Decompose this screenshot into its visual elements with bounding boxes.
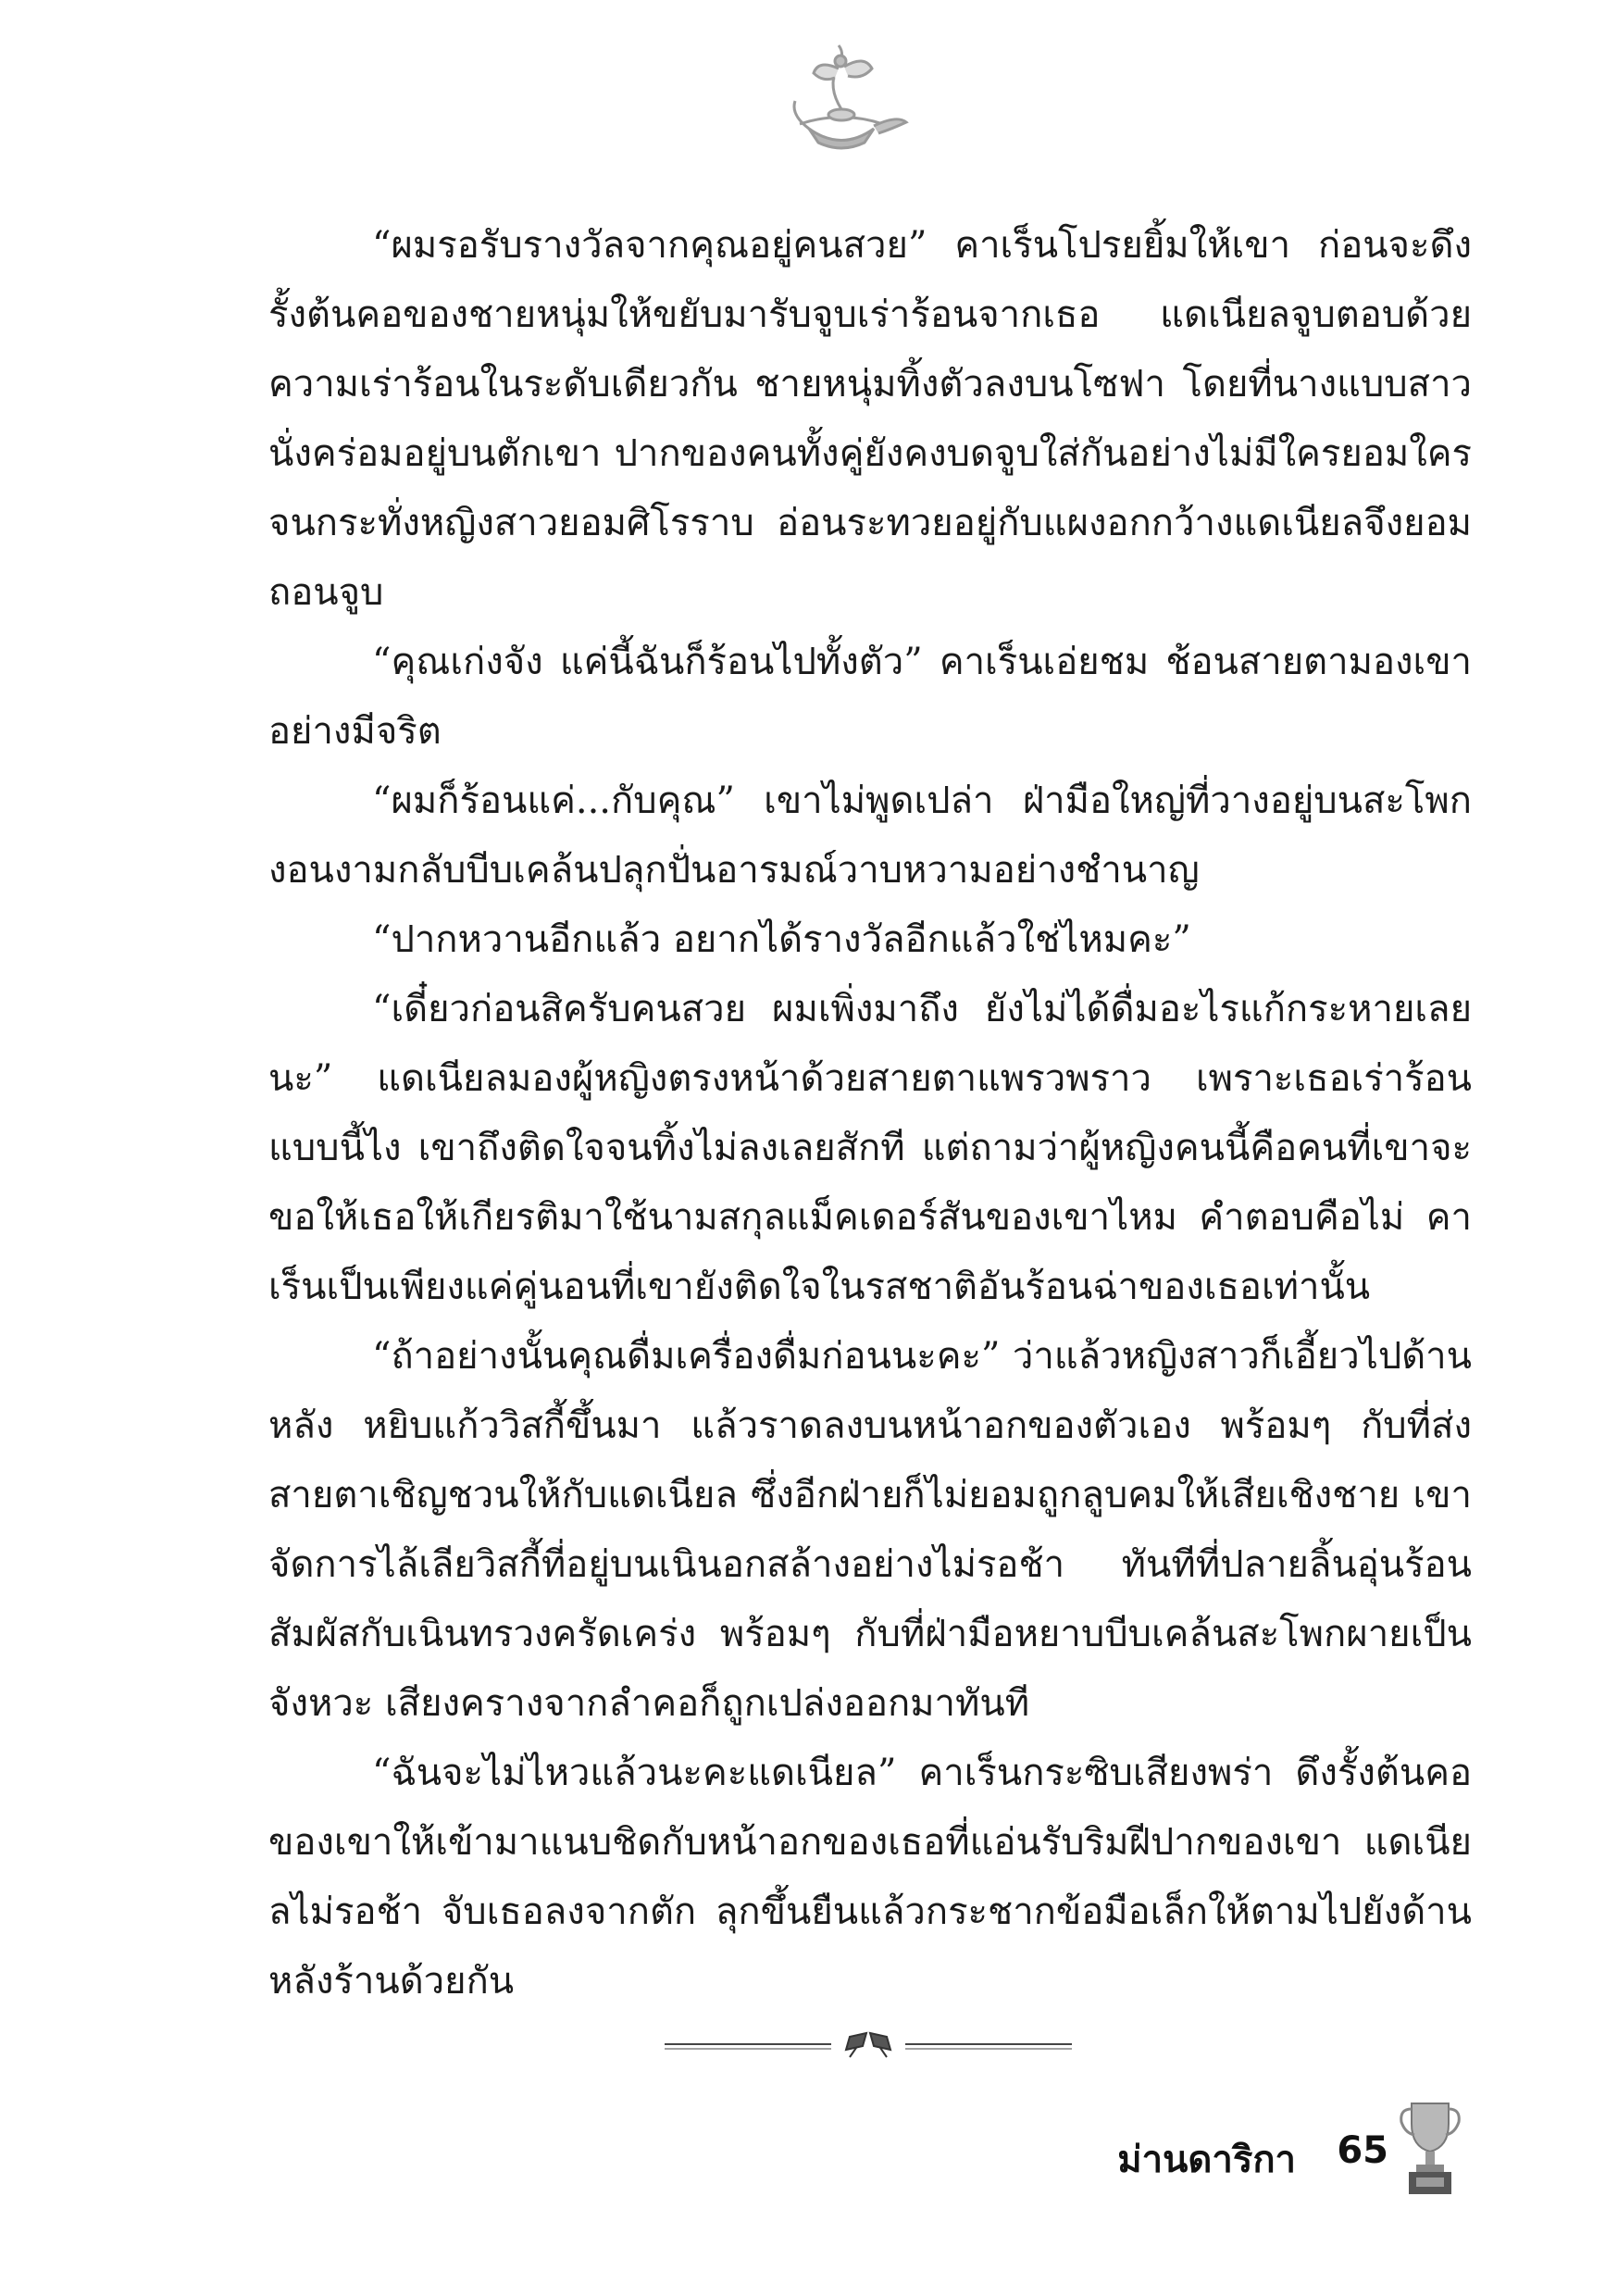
checkered-flags-icon: [665, 2026, 1072, 2063]
paragraph: “ฉันจะไม่ไหวแล้วนะคะแดเนียล” คาเร็นกระซิบเสียงพร่า ดึงรั้งต้นคอของเขาให้เข้ามาแนบชิดกับหน้าอกของเธอที่แอ่นรับริมฝีปากของเขา แดเนียลไม่รอช้า จับเธอลงจากตัก ลุกขึ้นยืนแล้วกระชากข้อมือเล็กให้ตามไปยังด้านหลังร้านด้วยกัน: [268, 1752, 1472, 2003]
paragraph: “ผมก็ร้อนแค่...กับคุณ” เขาไม่พูดเปล่า ฝ่ามือใหญ่ที่วางอยู่บนสะโพกงอนงามกลับบีบเคล้นปลุกปั่นอารมณ์วาบหวามอย่างชำนาญ: [268, 780, 1472, 892]
story-text: [268, 211, 1472, 2016]
trophy-icon: [1398, 2096, 1462, 2198]
page-footer: [1000, 2096, 1481, 2207]
paragraph: “ผมรอรับรางวัลจากคุณอยู่คนสวย” คาเร็นโปรยยิ้มให้เขา ก่อนจะดึงรั้งต้นคอของชายหนุ่มให้ขยับมารับจูบเร่าร้อนจากเธอ แดเนียลจูบตอบด้วยความเร่าร้อนในระดับเดียวกัน ชายหนุ่มทิ้งตัวลงบนโซฟา โดยที่นางแบบสาวนั่งคร่อมอยู่บนตักเขา ปากของคนทั้งคู่ยังคงบดจูบใส่กันอย่างไม่มีใครยอมใคร จนกระทั่งหญิงสาวยอมศิโรราบ อ่อนระทวยอยู่กับแผงอกกว้างแดเนียลจึงยอมถอนจูบ: [268, 224, 1472, 614]
paragraph: “เดี๋ยวก่อนสิครับคนสวย ผมเพิ่งมาถึง ยังไม่ได้ดื่มอะไรแก้กระหายเลยนะ” แดเนียลมองผู้หญิงตรงหน้าด้วยสายตาแพรวพราว เพราะเธอเร่าร้อนแบบนี้ไง เขาถึงติดใจจนทิ้งไม่ลงเลยสักที แต่ถามว่าผู้หญิงคนนี้คือคนที่เขาจะขอให้เธอให้เกียรติมาใช้นามสกุลแม็คเดอร์สันของเขาไหม คำตอบคือไม่ คาเร็นเป็นเพียงแค่คู่นอนที่เขายังติดใจในรสชาติอันร้อนฉ่าของเธอเท่านั้น: [268, 988, 1472, 1308]
magic-lamp-fairy-icon: [772, 41, 911, 161]
paragraph: “ถ้าอย่างนั้นคุณดื่มเครื่องดื่มก่อนนะคะ” ว่าแล้วหญิงสาวก็เอี้ยวไปด้านหลัง หยิบแก้ววิสกี้ขึ้นมา แล้วราดลงบนหน้าอกของตัวเอง พร้อมๆ กับที่ส่งสายตาเชิญชวนให้กับแดเนียล ซึ่งอีกฝ่ายก็ไม่ยอมถูกลูบคมให้เสียเชิงชาย เขาจัดการไล้เลียวิสกี้ที่อยู่บนเนินอกสล้างอย่างไม่รอช้า ทันทีที่ปลายลิ้นอุ่นร้อนสัมผัสกับเนินทรวงครัดเคร่ง พร้อมๆ กับที่ฝ่ามือหยาบบีบเคล้นสะโพกผายเป็นจังหวะ เสียงครางจากลำคอก็ถูกเปล่งออกมาทันที: [268, 1335, 1472, 1725]
paragraph: “คุณเก่งจัง แค่นี้ฉันก็ร้อนไปทั้งตัว” คาเร็นเอ่ยชม ช้อนสายตามองเขาอย่างมีจริต: [268, 641, 1472, 753]
book-title: ม่านดาริกา: [1117, 2139, 1296, 2181]
page-number: 65: [1337, 2129, 1388, 2172]
paragraph: “ปากหวานอีกแล้ว อยากได้รางวัลอีกแล้วใช่ไหมคะ”: [372, 918, 1191, 961]
